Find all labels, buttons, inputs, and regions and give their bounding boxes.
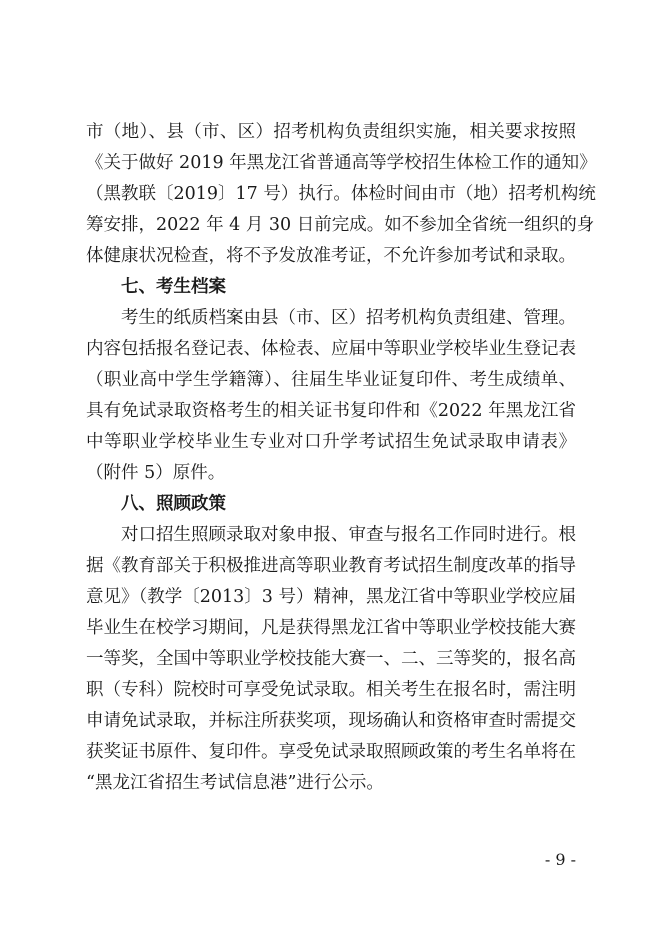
paragraph-first-line: 考生的纸质档案由县（市、区）招考机构负责组建、管理。 <box>121 308 576 328</box>
body-text-line: 具有免试录取资格考生的相关证书复印件和《2022 年黑龙江省 <box>86 401 576 421</box>
body-text-line: （职业高中学生学籍簿）、往届生毕业证复印件、考生成绩单、 <box>86 370 576 390</box>
body-text-line: 获奖证书原件、复印件。享受免试录取照顾政策的考生名单将在 <box>86 742 576 762</box>
paragraph-first-line: 对口招生照顾录取对象申报、审查与报名工作同时进行。根 <box>121 525 576 545</box>
body-text-line: 筹安排，2022 年 4 月 30 日前完成。如不参加全省统一组织的身 <box>86 215 595 235</box>
body-text-line: 《关于做好 2019 年黑龙江省普通高等学校招生体检工作的通知》 <box>86 153 597 173</box>
body-text-line: 意见》（教学〔2013〕3 号）精神，黑龙江省中等职业学校应届 <box>86 587 576 607</box>
body-text-line: 据《教育部关于积极推进高等职业教育考试招生制度改革的指导 <box>86 556 576 576</box>
body-text-line: 市（地）、县（市、区）招考机构负责组织实施，相关要求按照 <box>86 122 576 142</box>
page-number: - 9 - <box>544 850 576 869</box>
section-heading: 八、照顾政策 <box>121 494 226 514</box>
body-text-line: 中等职业学校毕业生专业对口升学考试招生免试录取申请表》 <box>86 432 576 452</box>
body-text-line: “黑龙江省招生考试信息港”进行公示。 <box>86 773 384 793</box>
body-text-line: 职（专科）院校时可享受免试录取。相关考生在报名时，需注明 <box>86 680 576 700</box>
body-text-line: 内容包括报名登记表、体检表、应届中等职业学校毕业生登记表 <box>86 339 576 359</box>
body-text-line: 一等奖，全国中等职业学校技能大赛一、二、三等奖的，报名高 <box>86 649 576 669</box>
section-heading: 七、考生档案 <box>121 277 226 297</box>
body-text-line: 毕业生在校学习期间，凡是获得黑龙江省中等职业学校技能大赛 <box>86 618 576 638</box>
body-text-line: （黑教联〔2019〕17 号）执行。体检时间由市（地）招考机构统 <box>86 184 596 204</box>
body-text-line: （附件 5）原件。 <box>86 463 226 483</box>
body-text-line: 申请免试录取，并标注所获奖项，现场确认和资格审查时需提交 <box>86 711 576 731</box>
body-text-line: 体健康状况检查，将不予发放准考证，不允许参加考试和录取。 <box>86 246 576 266</box>
